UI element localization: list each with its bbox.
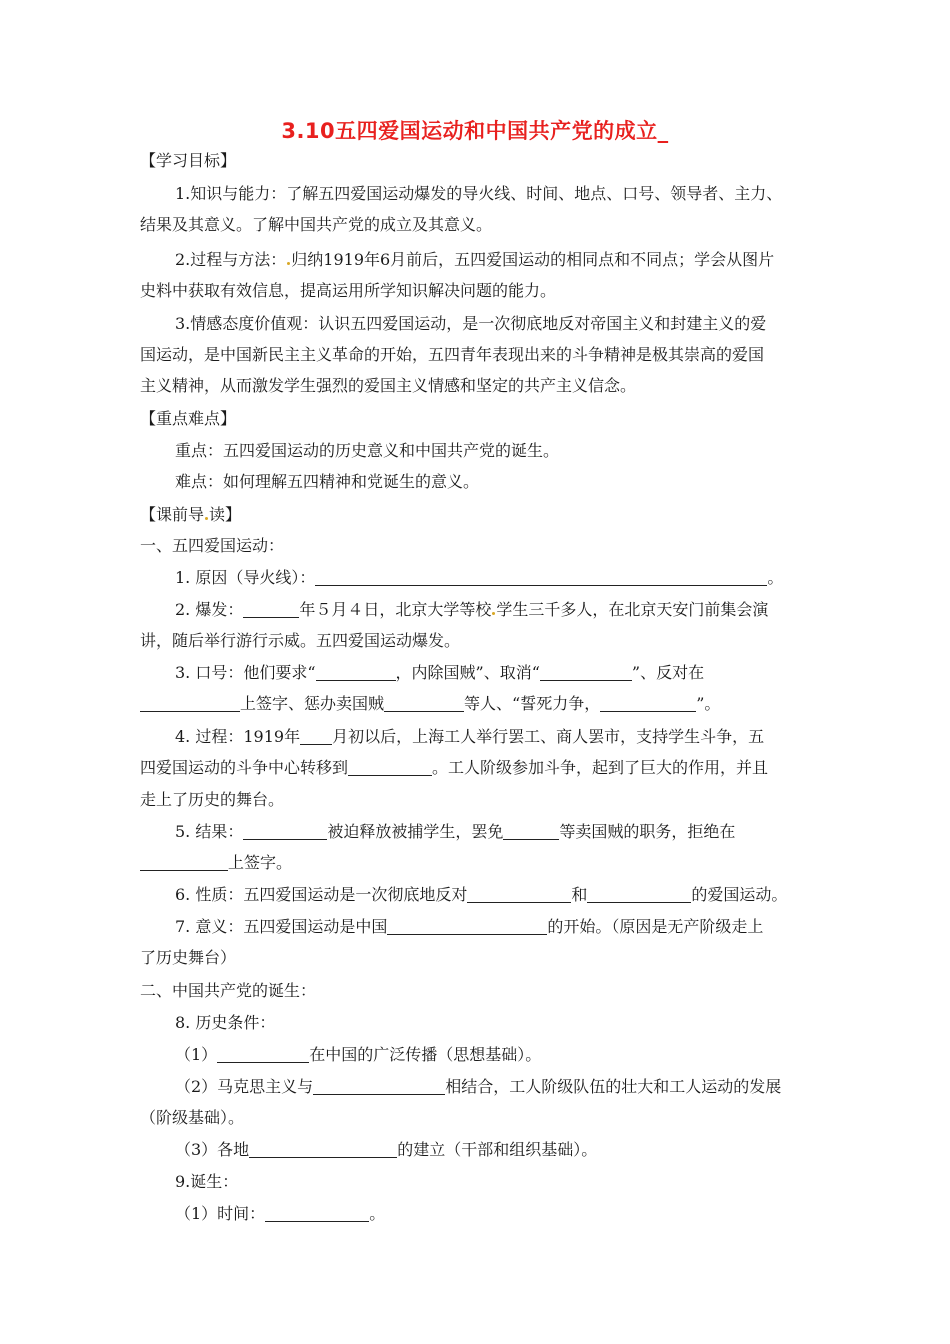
question-5-line-1: 5. 结果： 被迫释放被捕学生，罢免 等卖国贼的职务，拒绝在: [175, 822, 736, 841]
part1-heading: 一、五四爱国运动：: [140, 536, 285, 555]
blank-field[interactable]: [243, 823, 327, 840]
blank-field[interactable]: [348, 759, 432, 776]
goal-1-line-2: 结果及其意义。了解中国共产党的成立及其意义。: [140, 215, 493, 234]
question-7-line-1: 7. 意义：五四爱国运动是中国 的开始。（原因是无产阶级走上: [175, 917, 764, 936]
blank-field[interactable]: [503, 823, 559, 840]
blank-field[interactable]: [243, 601, 299, 618]
dot-mark: [492, 612, 495, 615]
section-heading-goals: 【学习目标】: [140, 151, 237, 170]
blank-field[interactable]: [249, 1141, 397, 1158]
goal-3-line-2: 国运动，是中国新民主主义革命的开始，五四青年表现出来的斗争精神是极其崇高的爱国: [140, 345, 765, 364]
blank-field[interactable]: [300, 728, 332, 745]
question-5-line-2: 上签字。: [140, 852, 292, 874]
blank-field[interactable]: [600, 695, 696, 712]
question-1: 1. 原因（导火线）： 。: [175, 568, 784, 587]
question-3-line-2: 上签字、惩办卖国贼 等人、“誓死力争， ”。: [140, 693, 720, 715]
question-8-item-3: （3）各地 的建立（干部和组织基础）。: [175, 1140, 598, 1159]
blank-field[interactable]: [140, 695, 240, 712]
question-9: 9.诞生：: [175, 1172, 239, 1191]
section-heading-preview: 【课前导 读】: [140, 505, 242, 524]
blank-field[interactable]: [467, 886, 571, 903]
blank-field[interactable]: [217, 1046, 309, 1063]
question-2-line-2: 讲，随后举行游行示威。五四爱国运动爆发。: [140, 631, 461, 650]
question-7-line-2: 了历史舞台）: [140, 948, 237, 967]
question-8-item-2-line-1: （2）马克思主义与 相结合，工人阶级队伍的壮大和工人运动的发展: [175, 1077, 782, 1096]
dot-mark: [205, 517, 208, 520]
page-title: 3.10五四爱国运动和中国共产党的成立_: [281, 119, 669, 143]
blank-field[interactable]: [384, 695, 464, 712]
part2-heading: 二、中国共产党的诞生：: [140, 981, 317, 1000]
question-4-line-2: 四爱国运动的斗争中心转移到 。工人阶级参加斗争，起到了巨大的作用，并且: [140, 758, 769, 777]
section-heading-key: 【重点难点】: [140, 409, 237, 428]
key-point: 重点：五四爱国运动的历史意义和中国共产党的诞生。: [175, 441, 560, 460]
goal-2-line-1: 2.过程与方法： 归纳1919年6月前后，五四爱国运动的相同点和不同点；学会从图片: [175, 250, 775, 269]
difficult-point: 难点：如何理解五四精神和党诞生的意义。: [175, 472, 480, 491]
dot-mark: [287, 262, 290, 265]
goal-2-line-2: 史料中获取有效信息，提高运用所学知识解决问题的能力。: [140, 281, 557, 300]
question-3-line-1: 3. 口号：他们要求“ ，内除国贼”、取消“ ”、反对在: [175, 663, 705, 682]
question-4-line-3: 走上了历史的舞台。: [140, 790, 285, 809]
question-8-item-2-line-2: （阶级基础）。: [140, 1108, 245, 1127]
goal-1-line-1: 1.知识与能力：了解五四爱国运动爆发的导火线、时间、地点、口号、领导者、主力、: [175, 184, 783, 203]
question-6: 6. 性质：五四爱国运动是一次彻底地反对 和 的爱国运动。: [175, 885, 788, 904]
blank-field[interactable]: [140, 854, 228, 871]
blank-field[interactable]: [540, 664, 632, 681]
question-4-line-1: 4. 过程：1919年 月初以后，上海工人举行罢工、商人罢市，支持学生斗争，五: [175, 727, 765, 746]
question-8-item-1: （1） 在中国的广泛传播（思想基础）。: [175, 1045, 542, 1064]
goal-3-line-3: 主义精神，从而激发学生强烈的爱国主义情感和坚定的共产主义信念。: [140, 376, 637, 395]
blank-field[interactable]: [313, 1078, 445, 1095]
question-9-item-1: （1）时间： 。: [175, 1204, 386, 1223]
blank-field[interactable]: [387, 918, 547, 935]
blank-field[interactable]: [265, 1205, 369, 1222]
question-2-line-1: 2. 爆发： 年５月４日，北京大学等校 学生三千多人，在北京天安门前集会演: [175, 600, 769, 619]
blank-field[interactable]: [587, 886, 691, 903]
goal-3-line-1: 3.情感态度价值观：认识五四爱国运动，是一次彻底地反对帝国主义和封建主义的爱: [175, 314, 767, 333]
blank-field[interactable]: [316, 664, 396, 681]
question-8: 8. 历史条件：: [175, 1013, 276, 1032]
blank-field[interactable]: [315, 569, 767, 586]
